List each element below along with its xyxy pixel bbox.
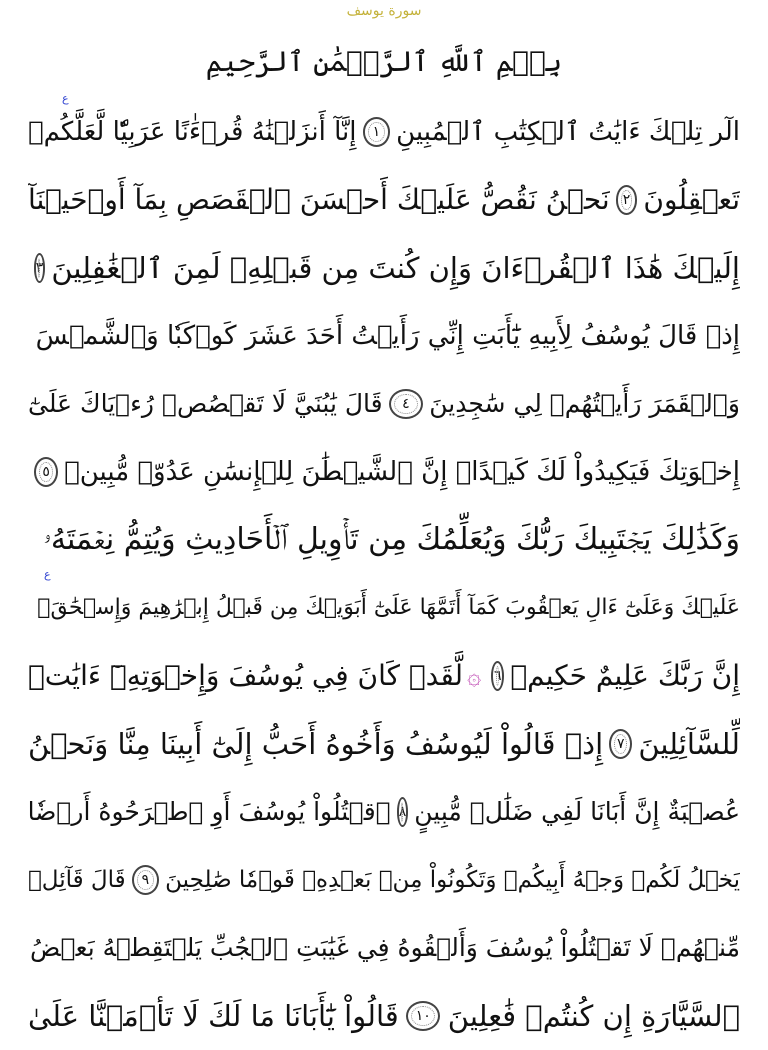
ayah-number-marker: ٧ (609, 729, 632, 759)
ayah-number-marker: ٦ (491, 661, 504, 691)
ruku-mark: ع (62, 92, 69, 105)
verse-text: إِذۡ قَالُواْ لَيُوسُفُ وَأَخُوهُ أَحَبُّ إِلَىٰٓ أَبِينَا مِنَّا وَنَحۡنُ (28, 727, 604, 761)
verse-text: تَعۡقِلُونَ (643, 183, 740, 216)
verse-text: عُصۡبَةٌ إِنَّ أَبَانَا لَفِي ضَلَٰلٖ مُّبِينٍ (414, 797, 740, 826)
verse-text: إِذۡ قَالَ يُوسُفُ لِأَبِيهِ يَٰٓأَبَتِ إِنِّي رَأَيۡتُ أَحَدَ عَشَرَ كَوۡكَبٗا وَٱلشَّمۡسَ (35, 321, 740, 351)
verse-text: لَّقَدۡ كَانَ فِي يُوسُفَ وَإِخۡوَتِهِۦٓ ءَايَٰتٞ (28, 659, 464, 692)
verse-line (28, 778, 740, 846)
basmala (0, 42, 768, 82)
verse-line (28, 438, 740, 506)
verse-text: قَالُواْ يَٰٓأَبَانَا مَا لَكَ لَا تَأۡمَ۬نَّا عَلَىٰ (28, 999, 399, 1033)
ayah-number-marker: ٣ (34, 253, 46, 283)
verse-line (28, 234, 740, 302)
ayah-number-marker: ١ (363, 117, 391, 147)
verse-lines (28, 98, 740, 1050)
verse-text: وَكَذَٰلِكَ يَجۡتَبِيكَ رَبُّكَ وَيُعَلِّمُكَ مِن تَأۡوِيلِ ٱلۡأَحَادِيثِ وَيُتِمُّ نِعۡمَتَهُۥ (43, 522, 740, 557)
rub-el-hizb-icon: ۞ (467, 662, 482, 690)
verse-text: يَخۡلُ لَكُمۡ وَجۡهُ أَبِيكُمۡ وَتَكُونُواْ مِنۢ بَعۡدِهِۦ قَوۡمٗا صَٰلِحِينَ (165, 867, 740, 893)
verse-text: إِنَّ رَبَّكَ عَلِيمٌ حَكِيمٞ (510, 659, 740, 692)
basmala-text: بِسۡمِ ٱللَّهِ ٱلرَّحۡمَٰنِ ٱلرَّحِيمِ (205, 45, 563, 78)
verse-text: مِّنۡهُمۡ لَا تَقۡتُلُواْ يُوسُفَ وَأَلۡقُوهُ فِي غَيَٰبَتِ ٱلۡجُبِّ يَلۡتَقِطۡهُ بَعۡضُ (30, 933, 740, 962)
verse-text: عَلَيۡكَ وَعَلَىٰٓ ءَالِ يَعۡقُوبَ كَمَآ أَتَمَّهَا عَلَىٰٓ أَبَوَيۡكَ مِن قَبۡلُ إِبۡرَٰهِيمَ وَإِسۡحَٰقَۚ (37, 595, 740, 620)
verse-line (28, 642, 740, 710)
ayah-number-marker: ٢ (616, 185, 638, 215)
verse-text: إِخۡوَتِكَ فَيَكِيدُواْ لَكَ كَيۡدًاۖ إِنَّ ٱلشَّيۡطَٰنَ لِلۡإِنسَٰنِ عَدُوّٞ مُّبِينٞ (64, 457, 740, 487)
ayah-number-marker: ١٠ (406, 1001, 440, 1031)
verse-line (28, 710, 740, 778)
verse-text: الٓر تِلۡكَ ءَايَٰتُ ٱلۡكِتَٰبِ ٱلۡمُبِينِ (396, 117, 740, 147)
verse-text: إِنَّآ أَنزَلۡنَٰهُ قُرۡءَٰنًا عَرَبِيّٗا لَّعَلَّكُمۡ (28, 117, 357, 147)
ruku-mark: ع (44, 568, 51, 581)
verse-line (28, 506, 740, 574)
verse-text: قَالَ قَآئِلٞ (28, 867, 126, 893)
verse-line (28, 370, 740, 438)
ayah-number-marker: ٩ (132, 865, 160, 895)
verse-text: لِّلسَّآئِلِينَ (638, 727, 740, 761)
verse-text: ٱقۡتُلُواْ يُوسُفَ أَوِ ٱطۡرَحُوهُ أَرۡضٗا (28, 797, 391, 826)
ayah-number-marker: ٤ (389, 389, 423, 419)
ayah-number-marker: ٨ (397, 797, 409, 827)
verse-line (28, 982, 740, 1050)
verse-text: إِلَيۡكَ هَٰذَا ٱلۡقُرۡءَانَ وَإِن كُنتَ مِن قَبۡلِهِۦ لَمِنَ ٱلۡغَٰفِلِينَ (51, 251, 740, 285)
verse-text: قَالَ يَٰبُنَيَّ لَا تَقۡصُصۡ رُءۡيَاكَ عَلَىٰٓ (28, 389, 383, 418)
ayah-number-marker: ٥ (34, 457, 58, 487)
surah-title: سورة يوسف (346, 3, 422, 19)
verse-line (28, 302, 740, 370)
verse-line (28, 914, 740, 982)
verse-text: ٱلسَّيَّارَةِ إِن كُنتُمۡ فَٰعِلِينَ (447, 999, 740, 1033)
verse-line (28, 98, 740, 166)
verse-text: وَٱلۡقَمَرَ رَأَيۡتُهُمۡ لِي سَٰجِدِينَ (429, 389, 740, 418)
verse-line (28, 846, 740, 914)
verse-line (28, 166, 740, 234)
verse-line (28, 574, 740, 642)
verse-text: نَحۡنُ نَقُصُّ عَلَيۡكَ أَحۡسَنَ ٱلۡقَصَصِ بِمَآ أَوۡحَيۡنَآ (28, 183, 610, 216)
